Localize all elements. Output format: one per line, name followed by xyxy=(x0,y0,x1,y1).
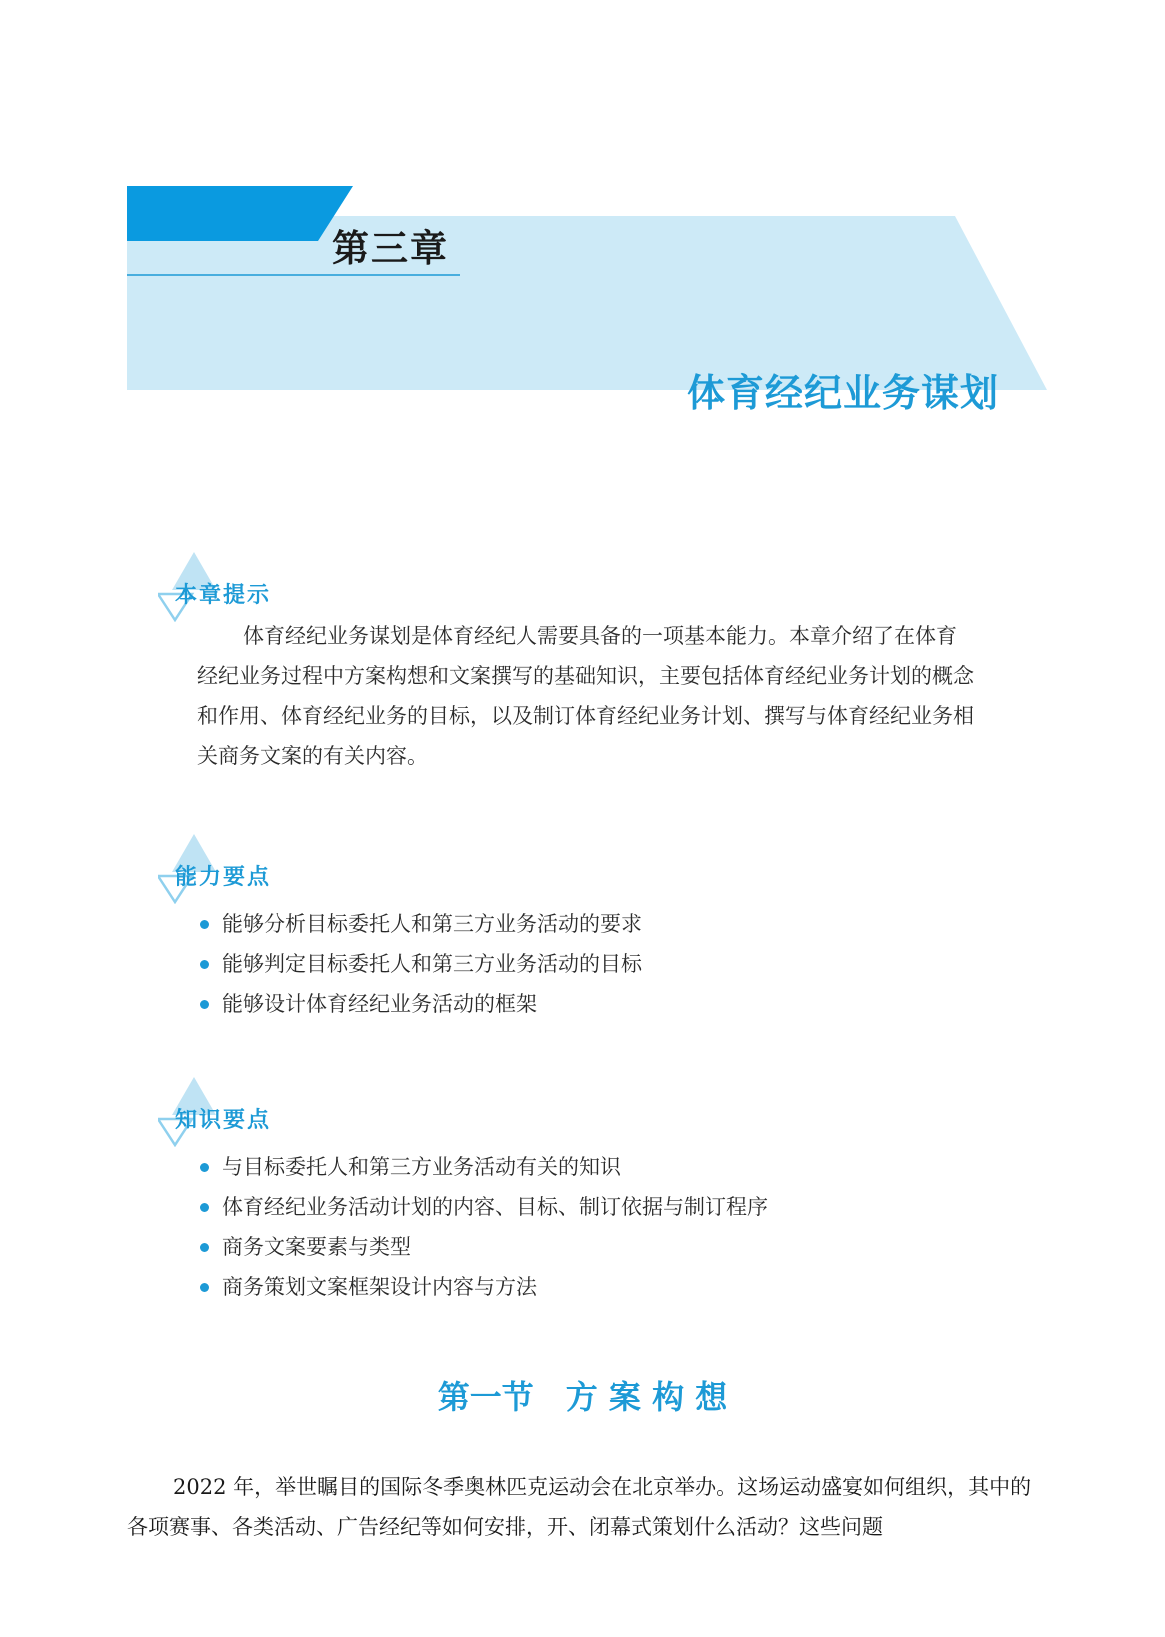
bullet-icon xyxy=(200,920,209,929)
body-paragraph: 2022 年，举世瞩目的国际冬季奥林匹克运动会在北京举办。这场运动盛宴如何组织，其中的各项赛事、各类活动、广告经纪等如何安排，开、闭幕式策划什么活动？这些问题 xyxy=(127,1475,1032,1539)
list-item-text: 与目标委托人和第三方业务活动有关的知识 xyxy=(222,1155,621,1179)
list-item-text: 能够判定目标委托人和第三方业务活动的目标 xyxy=(222,952,642,976)
knowledge-list xyxy=(198,1147,768,1307)
list-item-text: 体育经纪业务活动计划的内容、目标、制订依据与制订程序 xyxy=(222,1195,768,1219)
bullet-icon xyxy=(200,1203,209,1212)
section-heading-hint xyxy=(158,552,358,622)
list-item xyxy=(198,1267,768,1307)
list-item xyxy=(198,984,642,1024)
hint-heading: 本章提示 xyxy=(175,583,272,608)
chapter-banner xyxy=(0,0,1165,420)
list-item xyxy=(198,944,642,984)
list-item xyxy=(198,1147,768,1187)
ability-heading: 能力要点 xyxy=(175,865,272,890)
banner-dark-tab xyxy=(127,186,353,241)
list-item-text: 能够分析目标委托人和第三方业务活动的要求 xyxy=(222,912,642,936)
bullet-icon xyxy=(200,1163,209,1172)
hint-paragraph: 体育经纪业务谋划是体育经纪人需要具备的一项基本能力。本章介绍了在体育经纪业务过程中方案构想和文案撰写的基础知识，主要包括体育经纪业务计划的概念和作用、体育经纪业务的目标，以及制订体育经纪业务计划、撰写与体育经纪业务相关商务文案的有关内容。 xyxy=(197,624,974,768)
list-item-text: 商务策划文案框架设计内容与方法 xyxy=(222,1275,537,1299)
knowledge-heading: 知识要点 xyxy=(175,1108,272,1133)
list-item xyxy=(198,1227,768,1267)
bullet-icon xyxy=(200,1243,209,1252)
list-item xyxy=(198,1187,768,1227)
section-heading-knowledge xyxy=(158,1077,358,1147)
chapter-title: 体育经纪业务谋划 xyxy=(686,370,999,415)
chapter-number: 第三章 xyxy=(332,226,449,270)
bullet-icon xyxy=(200,1000,209,1009)
list-item xyxy=(198,904,642,944)
bullet-icon xyxy=(200,960,209,969)
ability-list xyxy=(198,904,642,1024)
list-item-text: 商务文案要素与类型 xyxy=(222,1235,411,1259)
section-title: 第一节 方 案 构 想 xyxy=(437,1378,728,1416)
list-item-text: 能够设计体育经纪业务活动的框架 xyxy=(222,992,537,1016)
bullet-icon xyxy=(200,1283,209,1292)
section-heading-ability xyxy=(158,834,358,904)
